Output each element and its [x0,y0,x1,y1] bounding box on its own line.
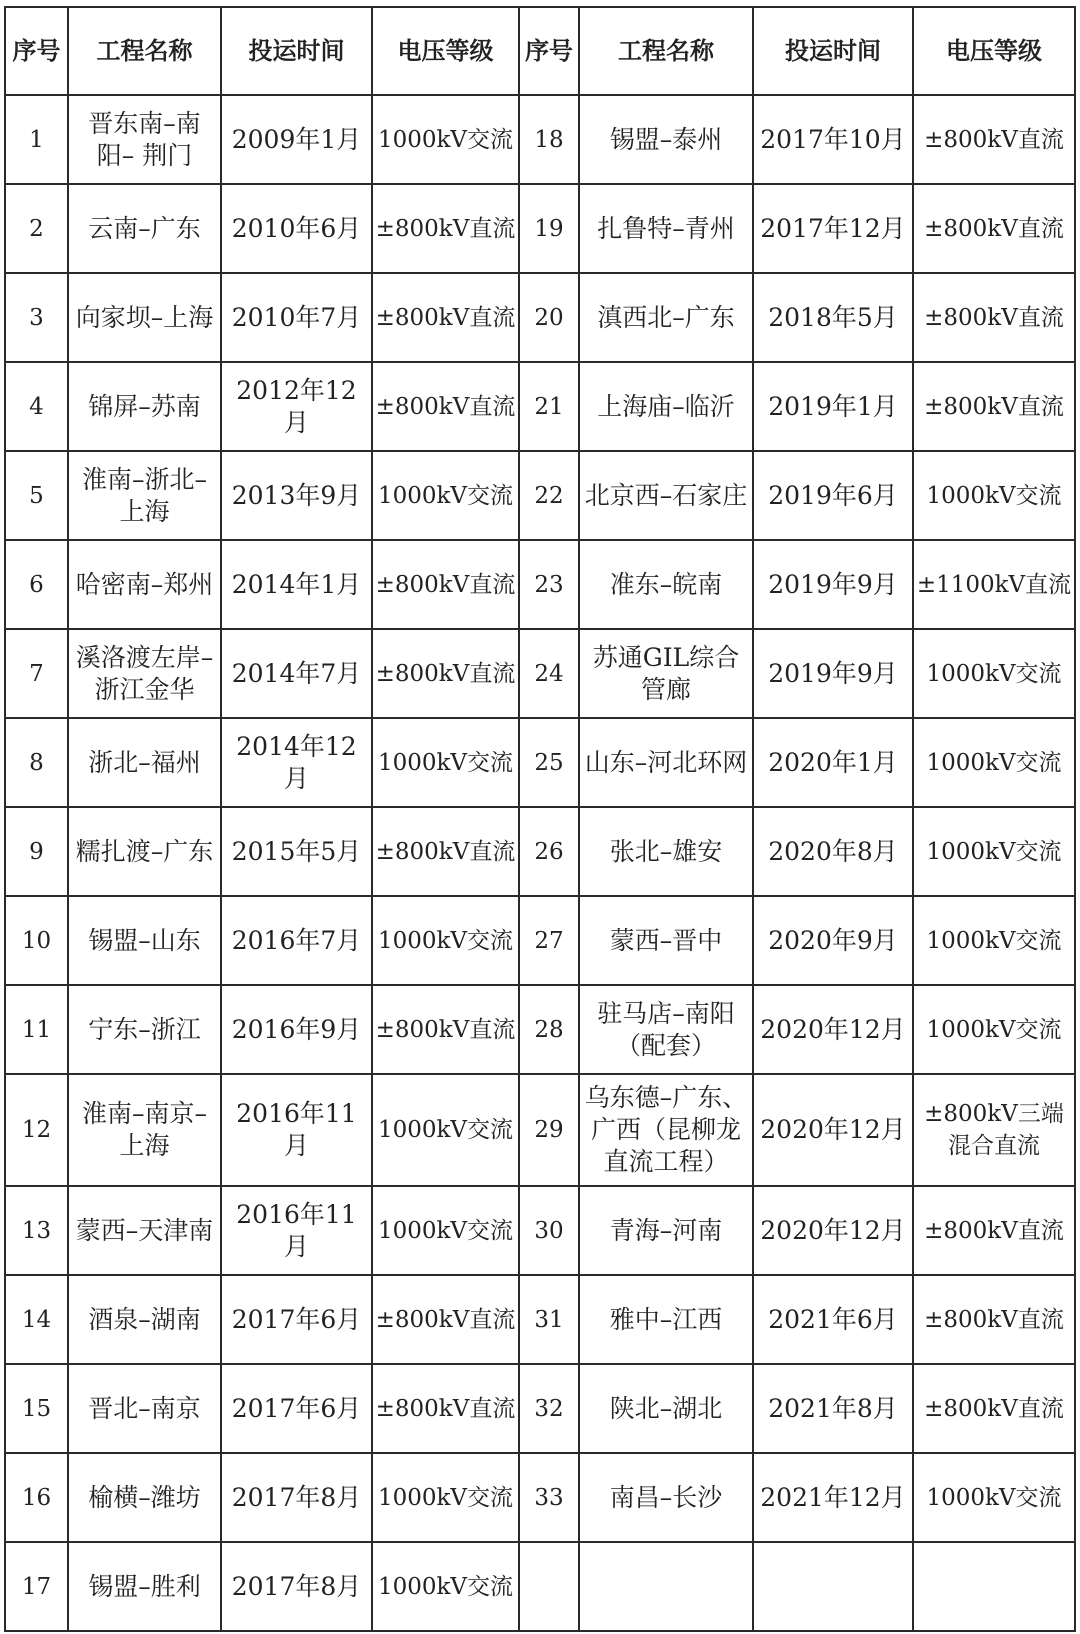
index-cell-left: 17 [5,1542,68,1631]
project-name-cell-left: 榆横–潍坊 [68,1453,221,1542]
index-cell-left: 11 [5,985,68,1074]
index-cell-right: 23 [519,540,579,629]
commission-time-cell-right: 2019年9月 [753,629,913,718]
commission-time-cell-left: 2013年9月 [221,451,372,540]
commission-time-cell-right: 2020年1月 [753,718,913,807]
project-name-cell-right: 上海庙–临沂 [579,362,753,451]
index-cell-right: 20 [519,273,579,362]
voltage-level-cell-right: ±800kV直流 [913,273,1075,362]
commission-time-cell-left: 2014年1月 [221,540,372,629]
project-name-cell-right: 雅中–江西 [579,1275,753,1364]
table-row [5,362,1075,451]
voltage-level-cell-left: ±800kV直流 [372,540,519,629]
voltage-level-cell-left: 1000kV交流 [372,1453,519,1542]
commission-time-cell-left: 2012年12月 [221,362,372,451]
index-cell-left: 15 [5,1364,68,1453]
table-row [5,1453,1075,1542]
voltage-level-cell-right: ±800kV直流 [913,95,1075,184]
voltage-level-cell-left: ±800kV直流 [372,985,519,1074]
voltage-level-cell-left: ±800kV直流 [372,362,519,451]
voltage-level-cell-left: 1000kV交流 [372,95,519,184]
voltage-level-cell-right: ±800kV直流 [913,1275,1075,1364]
voltage-level-cell-right: 1000kV交流 [913,985,1075,1074]
commission-time-cell-left: 2017年8月 [221,1453,372,1542]
commission-time-cell-right [753,1542,913,1631]
table-row [5,273,1075,362]
commission-time-cell-right: 2019年1月 [753,362,913,451]
index-cell-left: 4 [5,362,68,451]
header-index-right: 序号 [519,7,579,95]
index-cell-right: 21 [519,362,579,451]
project-name-cell-right: 苏通GIL综合管廊 [579,629,753,718]
header-project-name-left: 工程名称 [68,7,221,95]
commission-time-cell-left: 2016年7月 [221,896,372,985]
commission-time-cell-left: 2009年1月 [221,95,372,184]
index-cell-left: 10 [5,896,68,985]
index-cell-left: 13 [5,1186,68,1275]
voltage-level-cell-left: 1000kV交流 [372,451,519,540]
index-cell-right: 26 [519,807,579,896]
commission-time-cell-right: 2020年8月 [753,807,913,896]
table-body [5,95,1075,1631]
index-cell-left: 2 [5,184,68,273]
project-name-cell-right: 山东–河北环网 [579,718,753,807]
voltage-level-cell-left: ±800kV直流 [372,184,519,273]
index-cell-right: 27 [519,896,579,985]
commission-time-cell-right: 2020年12月 [753,985,913,1074]
index-cell-right: 18 [519,95,579,184]
project-name-cell-left: 浙北–福州 [68,718,221,807]
project-name-cell-left: 锦屏–苏南 [68,362,221,451]
commission-time-cell-right: 2019年6月 [753,451,913,540]
voltage-level-cell-right: ±800kV三端混合直流 [913,1074,1075,1186]
commission-time-cell-left: 2014年7月 [221,629,372,718]
commission-time-cell-left: 2014年12月 [221,718,372,807]
index-cell-right: 32 [519,1364,579,1453]
project-name-cell-left: 晋东南–南阳– 荆门 [68,95,221,184]
header-commission-time-left: 投运时间 [221,7,372,95]
voltage-level-cell-left: 1000kV交流 [372,1186,519,1275]
commission-time-cell-left: 2016年11月 [221,1186,372,1275]
index-cell-right: 24 [519,629,579,718]
index-cell-right: 22 [519,451,579,540]
project-name-cell-left: 晋北–南京 [68,1364,221,1453]
commission-time-cell-right: 2021年6月 [753,1275,913,1364]
commission-time-cell-left: 2016年9月 [221,985,372,1074]
header-project-name-right: 工程名称 [579,7,753,95]
commission-time-cell-left: 2010年7月 [221,273,372,362]
voltage-level-cell-left: ±800kV直流 [372,1275,519,1364]
table-row [5,985,1075,1074]
project-name-cell-left: 向家坝–上海 [68,273,221,362]
project-name-cell-right: 青海–河南 [579,1186,753,1275]
voltage-level-cell-right: ±800kV直流 [913,184,1075,273]
index-cell-right: 30 [519,1186,579,1275]
commission-time-cell-left: 2015年5月 [221,807,372,896]
voltage-level-cell-right: ±800kV直流 [913,1186,1075,1275]
project-name-cell-left: 酒泉–湖南 [68,1275,221,1364]
commission-time-cell-left: 2010年6月 [221,184,372,273]
voltage-level-cell-right: 1000kV交流 [913,807,1075,896]
header-voltage-level-left: 电压等级 [372,7,519,95]
index-cell-left: 12 [5,1074,68,1186]
voltage-level-cell-right: ±1100kV直流 [913,540,1075,629]
voltage-level-cell-right: 1000kV交流 [913,1453,1075,1542]
voltage-level-cell-left: 1000kV交流 [372,896,519,985]
table-row [5,1074,1075,1186]
index-cell-left: 5 [5,451,68,540]
voltage-level-cell-left: ±800kV直流 [372,1364,519,1453]
project-name-cell-left: 溪洛渡左岸–浙江金华 [68,629,221,718]
index-cell-left: 14 [5,1275,68,1364]
project-name-cell-left: 哈密南–郑州 [68,540,221,629]
header-commission-time-right: 投运时间 [753,7,913,95]
table-row [5,1542,1075,1631]
project-name-cell-right: 扎鲁特–青州 [579,184,753,273]
commission-time-cell-right: 2020年12月 [753,1074,913,1186]
index-cell-left: 9 [5,807,68,896]
index-cell-left: 1 [5,95,68,184]
project-name-cell-left: 云南–广东 [68,184,221,273]
voltage-level-cell-left: ±800kV直流 [372,273,519,362]
commission-time-cell-right: 2020年12月 [753,1186,913,1275]
index-cell-left: 8 [5,718,68,807]
table-row [5,95,1075,184]
voltage-level-cell-left: ±800kV直流 [372,629,519,718]
voltage-level-cell-left: 1000kV交流 [372,1074,519,1186]
commission-time-cell-right: 2017年12月 [753,184,913,273]
commission-time-cell-right: 2018年5月 [753,273,913,362]
table-row [5,629,1075,718]
commission-time-cell-right: 2021年8月 [753,1364,913,1453]
commission-time-cell-left: 2017年6月 [221,1364,372,1453]
header-index-left: 序号 [5,7,68,95]
project-name-cell-right: 蒙西–晋中 [579,896,753,985]
index-cell-right: 31 [519,1275,579,1364]
index-cell-right [519,1542,579,1631]
commission-time-cell-right: 2021年12月 [753,1453,913,1542]
voltage-level-cell-right: ±800kV直流 [913,1364,1075,1453]
voltage-level-cell-right: 1000kV交流 [913,718,1075,807]
index-cell-left: 16 [5,1453,68,1542]
project-name-cell-right: 陕北–湖北 [579,1364,753,1453]
table-row [5,1186,1075,1275]
uhv-projects-table [4,6,1076,1632]
index-cell-left: 3 [5,273,68,362]
project-name-cell-right [579,1542,753,1631]
project-name-cell-right: 南昌–长沙 [579,1453,753,1542]
header-voltage-level-right: 电压等级 [913,7,1075,95]
commission-time-cell-left: 2016年11月 [221,1074,372,1186]
table-row [5,540,1075,629]
table-row [5,1275,1075,1364]
commission-time-cell-right: 2020年9月 [753,896,913,985]
project-name-cell-right: 驻马店–南阳（配套） [579,985,753,1074]
project-name-cell-left: 锡盟–胜利 [68,1542,221,1631]
table-row [5,451,1075,540]
project-name-cell-left: 淮南–南京–上海 [68,1074,221,1186]
index-cell-left: 7 [5,629,68,718]
project-name-cell-right: 锡盟–泰州 [579,95,753,184]
voltage-level-cell-left: 1000kV交流 [372,1542,519,1631]
header-row [5,7,1075,95]
project-name-cell-left: 糯扎渡–广东 [68,807,221,896]
commission-time-cell-left: 2017年6月 [221,1275,372,1364]
table-row [5,184,1075,273]
commission-time-cell-right: 2019年9月 [753,540,913,629]
commission-time-cell-left: 2017年8月 [221,1542,372,1631]
voltage-level-cell-left: 1000kV交流 [372,718,519,807]
table-row [5,896,1075,985]
index-cell-right: 25 [519,718,579,807]
project-name-cell-right: 乌东德–广东、广西（昆柳龙直流工程） [579,1074,753,1186]
project-name-cell-left: 宁东–浙江 [68,985,221,1074]
index-cell-right: 29 [519,1074,579,1186]
table-row [5,807,1075,896]
commission-time-cell-right: 2017年10月 [753,95,913,184]
project-name-cell-right: 滇西北–广东 [579,273,753,362]
index-cell-left: 6 [5,540,68,629]
index-cell-right: 28 [519,985,579,1074]
table-row [5,1364,1075,1453]
voltage-level-cell-right: 1000kV交流 [913,451,1075,540]
table-row [5,718,1075,807]
voltage-level-cell-right: ±800kV直流 [913,362,1075,451]
voltage-level-cell-right: 1000kV交流 [913,896,1075,985]
project-name-cell-right: 张北–雄安 [579,807,753,896]
project-name-cell-left: 锡盟–山东 [68,896,221,985]
project-name-cell-left: 淮南–浙北–上海 [68,451,221,540]
voltage-level-cell-right: 1000kV交流 [913,629,1075,718]
index-cell-right: 19 [519,184,579,273]
project-name-cell-right: 北京西–石家庄 [579,451,753,540]
project-name-cell-left: 蒙西–天津南 [68,1186,221,1275]
index-cell-right: 33 [519,1453,579,1542]
voltage-level-cell-right [913,1542,1075,1631]
uhv-projects-table-wrapper [4,6,1076,1632]
project-name-cell-right: 准东–皖南 [579,540,753,629]
voltage-level-cell-left: ±800kV直流 [372,807,519,896]
